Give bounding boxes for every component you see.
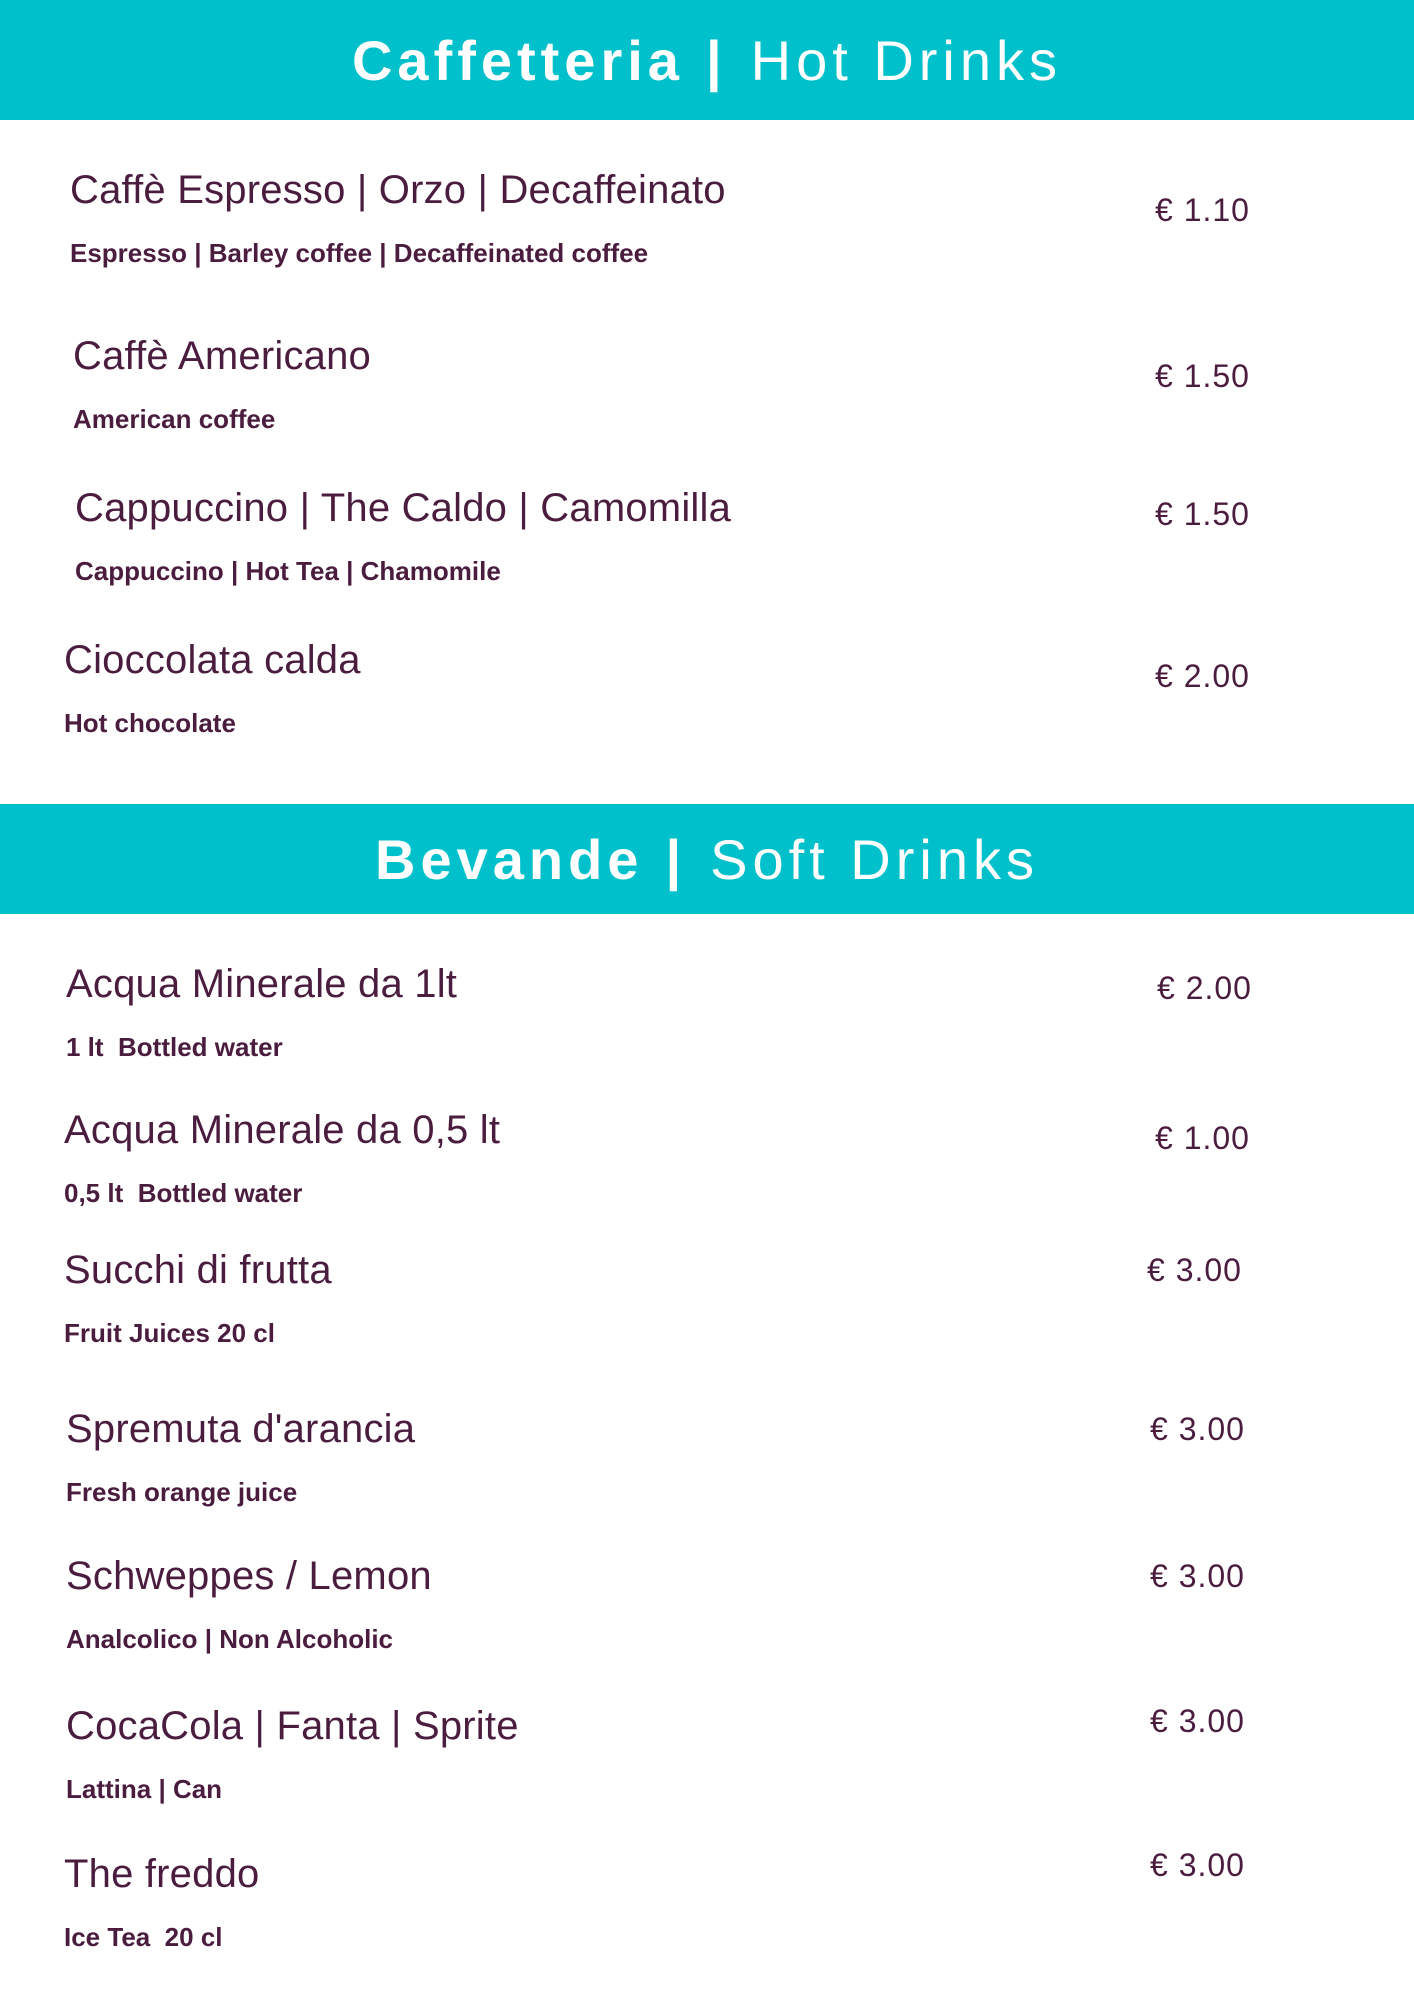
- item-name: Cappuccino | The Caldo | Camomilla: [75, 486, 732, 530]
- item-name: Acqua Minerale da 0,5 lt: [64, 1108, 501, 1152]
- item-price: € 1.10: [1155, 192, 1250, 228]
- section-title-english: Hot Drinks: [750, 28, 1063, 92]
- title-separator: |: [665, 827, 687, 891]
- item-name: Cioccolata calda: [64, 638, 361, 682]
- item-name: The freddo: [64, 1852, 260, 1896]
- item-name: Succhi di frutta: [64, 1248, 332, 1292]
- item-description: Fresh orange juice: [66, 1477, 298, 1507]
- section-title-italian: Caffetteria: [351, 28, 684, 92]
- title-separator: |: [705, 28, 727, 92]
- item-price: € 1.50: [1155, 358, 1250, 394]
- section-title-italian: Bevande: [375, 827, 644, 891]
- item-name: Spremuta d'arancia: [66, 1407, 416, 1451]
- item-price: € 2.00: [1155, 658, 1250, 694]
- item-description: 1 lt Bottled water: [66, 1032, 283, 1062]
- item-description: American coffee: [73, 404, 276, 434]
- item-description: Analcolico | Non Alcoholic: [66, 1624, 394, 1654]
- section-title-english: Soft Drinks: [710, 827, 1039, 891]
- item-description: Fruit Juices 20 cl: [64, 1318, 275, 1348]
- item-price: € 3.00: [1150, 1558, 1245, 1594]
- item-description: Espresso | Barley coffee | Decaffeinated coffee: [70, 238, 649, 268]
- item-price: € 3.00: [1150, 1411, 1245, 1447]
- item-price: € 3.00: [1147, 1252, 1242, 1288]
- item-name: Acqua Minerale da 1lt: [66, 962, 458, 1006]
- item-price: € 2.00: [1157, 970, 1252, 1006]
- section-header-hot-drinks: [0, 0, 1414, 120]
- item-name: Schweppes / Lemon: [66, 1554, 432, 1598]
- item-description: 0,5 lt Bottled water: [64, 1178, 303, 1208]
- item-price: € 3.00: [1150, 1703, 1245, 1739]
- item-description: Ice Tea 20 cl: [64, 1922, 223, 1952]
- item-description: Lattina | Can: [66, 1774, 223, 1804]
- item-price: € 1.50: [1155, 496, 1250, 532]
- item-description: Cappuccino | Hot Tea | Chamomile: [75, 556, 501, 586]
- item-description: Hot chocolate: [64, 708, 236, 738]
- item-name: Caffè Espresso | Orzo | Decaffeinato: [70, 168, 726, 212]
- section-header-soft-drinks: [0, 804, 1414, 914]
- item-name: CocaCola | Fanta | Sprite: [66, 1704, 519, 1748]
- item-price: € 3.00: [1150, 1847, 1245, 1883]
- item-price: € 1.00: [1155, 1120, 1250, 1156]
- item-name: Caffè Americano: [73, 334, 371, 378]
